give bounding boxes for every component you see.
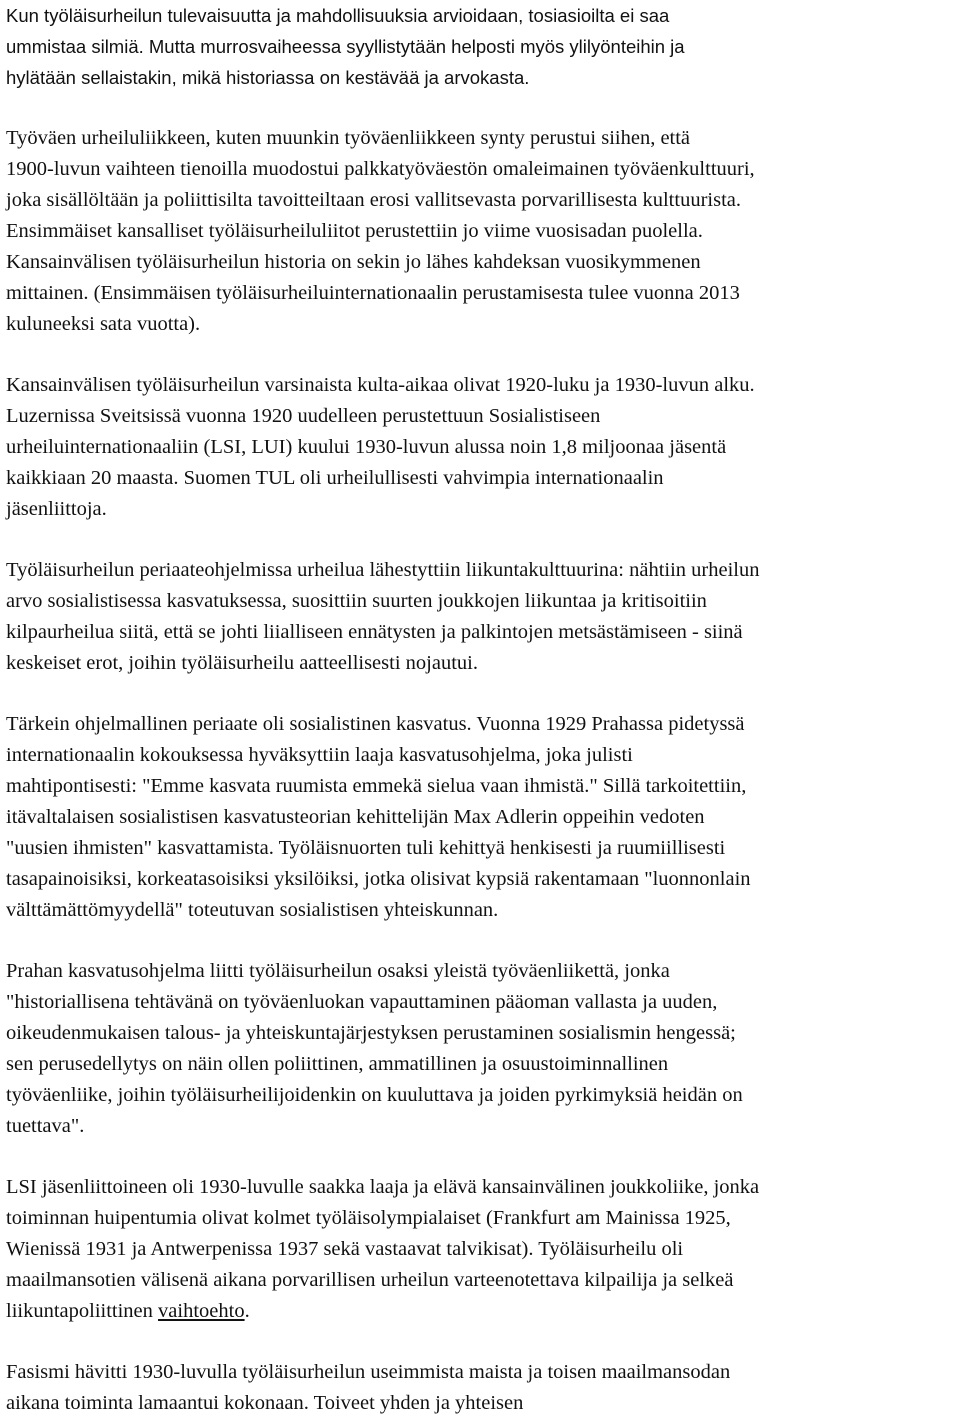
text-line: keskeiset erot, joihin työläisurheilu aatteellisesti nojautui. bbox=[6, 652, 478, 674]
paragraph-spacer bbox=[6, 926, 956, 956]
text-line: internationaalin kokouksessa hyväksyttiin laaja kasvatusohjelma, joka julisti bbox=[6, 744, 633, 766]
text-line: tuettava". bbox=[6, 1115, 85, 1137]
text-line: ummistaa silmiä. Mutta murrosvaiheessa syyllistytään helposti myös ylilyönteihin ja bbox=[6, 36, 685, 57]
text-line: urheiluinternationaaliin (LSI, LUI) kuului 1930-luvun alussa noin 1,8 miljoonaa jäsentä bbox=[6, 436, 727, 458]
paragraph-spacer bbox=[6, 340, 956, 370]
text-line: sen perusedellytys on näin ollen poliittinen, ammatillinen ja osuustoiminnallinen bbox=[6, 1053, 669, 1075]
text-line: työväenliike, joihin työläisurheilijoidenkin on kuuluttava ja joiden pyrkimyksiä heidän on bbox=[6, 1084, 743, 1106]
text-fragment: . bbox=[244, 1300, 250, 1322]
text-line: Wienissä 1931 ja Antwerpenissa 1937 sekä vastaavat talvikisat). Työläisurheilu oli bbox=[6, 1238, 684, 1260]
text-line: Tärkein ohjelmallinen periaate oli sosialistinen kasvatus. Vuonna 1929 Prahassa pidetyssä bbox=[6, 713, 745, 735]
text-line: kilpaurheilua siitä, että se johti liialliseen ennätysten ja palkintojen metsästämiseen - siinä bbox=[6, 621, 743, 643]
text-line: Kansainvälisen työläisurheilun historia on sekin jo lähes kahdeksan vuosikymmenen bbox=[6, 251, 701, 273]
text-line: aikana toiminta lamaantui kokonaan. Toiveet yhden ja yhteisen bbox=[6, 1392, 524, 1414]
text-line: 1900-luvun vaihteen tienoilla muodostui palkkatyöväestön omaleimainen työväenkulttuuri, bbox=[6, 158, 755, 180]
paragraph-spacer bbox=[6, 679, 956, 709]
paragraph-1 bbox=[6, 0, 956, 93]
paragraph-spacer bbox=[6, 1142, 956, 1172]
text-line: Työväen urheiluliikkeen, kuten muunkin työväenliikkeen synty perustui siihen, että bbox=[6, 127, 691, 149]
paragraph-4 bbox=[6, 555, 956, 679]
vaihtoehto-link[interactable]: vaihtoehto bbox=[158, 1300, 245, 1322]
text-line: jäsenliittoja. bbox=[6, 498, 107, 520]
text-line: Fasismi hävitti 1930-luvulla työläisurheilun useimmista maista ja toisen maailmansodan bbox=[6, 1361, 731, 1383]
text-line: Ensimmäiset kansalliset työläisurheiluliitot perustettiin jo viime vuosisadan puolella. bbox=[6, 220, 703, 242]
paragraph-8 bbox=[6, 1357, 956, 1419]
text-line: kaikkiaan 20 maasta. Suomen TUL oli urheilullisesti vahvimpia internationaalin bbox=[6, 467, 664, 489]
text-line: mahtipontisesti: "Emme kasvata ruumista emmekä sielua vaan ihmistä." Sillä tarkoitettiin, bbox=[6, 775, 747, 797]
text-line: hylätään sellaistakin, mikä historiassa on kestävää ja arvokasta. bbox=[6, 67, 530, 88]
text-fragment: liikuntapoliittinen bbox=[6, 1300, 159, 1322]
paragraph-spacer bbox=[6, 525, 956, 555]
text-line: arvo sosialistisessa kasvatuksessa, suosittiin suurten joukkojen liikuntaa ja kritisoitiin bbox=[6, 590, 707, 612]
text-line: "uusien ihmisten" kasvattamista. Työläisnuorten tuli kehittyä henkisesti ja ruumiillisesti bbox=[6, 837, 726, 859]
text-line: maailmansotien välisenä aikana porvarillisen urheilun varteenotettava kilpailija ja selkeä bbox=[6, 1269, 734, 1291]
paragraph-5 bbox=[6, 709, 956, 926]
text-line: joka sisällöltään ja poliittisilta tavoitteiltaan erosi vallitsevasta porvarillisesta kulttuurista. bbox=[6, 189, 741, 211]
paragraph-spacer bbox=[6, 1327, 956, 1357]
paragraph-6 bbox=[6, 956, 956, 1142]
text-line: Kansainvälisen työläisurheilun varsinaista kulta-aikaa olivat 1920-luku ja 1930-luvun alku. bbox=[6, 374, 755, 396]
text-line: "historiallisena tehtävänä on työväenluokan vapauttaminen pääoman vallasta ja uuden, bbox=[6, 991, 718, 1013]
text-line: Kun työläisurheilun tulevaisuutta ja mahdollisuuksia arvioidaan, tosiasioilta ei saa bbox=[6, 5, 670, 26]
text-line: tasapainoisiksi, korkeatasoisiksi yksilöiksi, jotka olisivat kypsiä rakentamaan "luonnonlain bbox=[6, 868, 751, 890]
text-line: Työläisurheilun periaateohjelmissa urheilua lähestyttiin liikuntakulttuurina: nähtiin urheilun bbox=[6, 559, 760, 581]
paragraph-2 bbox=[6, 123, 956, 340]
paragraph-spacer bbox=[6, 93, 956, 123]
text-line: kuluneeksi sata vuotta). bbox=[6, 313, 201, 335]
text-line-with-link bbox=[6, 1296, 956, 1327]
text-line: oikeudenmukaisen talous- ja yhteiskuntajärjestyksen perustaminen sosialismin hengessä; bbox=[6, 1022, 736, 1044]
text-line: välttämättömyydellä" toteutuvan sosialistisen yhteiskunnan. bbox=[6, 899, 499, 921]
text-line: Prahan kasvatusohjelma liitti työläisurheilun osaksi yleistä työväenliikettä, jonka bbox=[6, 960, 670, 982]
text-line: Luzernissa Sveitsissä vuonna 1920 uudelleen perustettuun Sosialistiseen bbox=[6, 405, 601, 427]
document-page bbox=[6, 0, 956, 1419]
text-line: mittainen. (Ensimmäisen työläisurheiluinternationaalin perustamisesta tulee vuonna 2013 bbox=[6, 282, 740, 304]
text-line: toiminnan huipentumia olivat kolmet työläisolympialaiset (Frankfurt am Mainissa 1925, bbox=[6, 1207, 731, 1229]
paragraph-7 bbox=[6, 1172, 956, 1327]
text-line: LSI jäsenliittoineen oli 1930-luvulle saakka laaja ja elävä kansainvälinen joukkoliike, jonka bbox=[6, 1176, 760, 1198]
text-line: itävaltalaisen sosialistisen kasvatusteorian kehittelijän Max Adlerin oppeihin vedoten bbox=[6, 806, 705, 828]
paragraph-3 bbox=[6, 370, 956, 525]
